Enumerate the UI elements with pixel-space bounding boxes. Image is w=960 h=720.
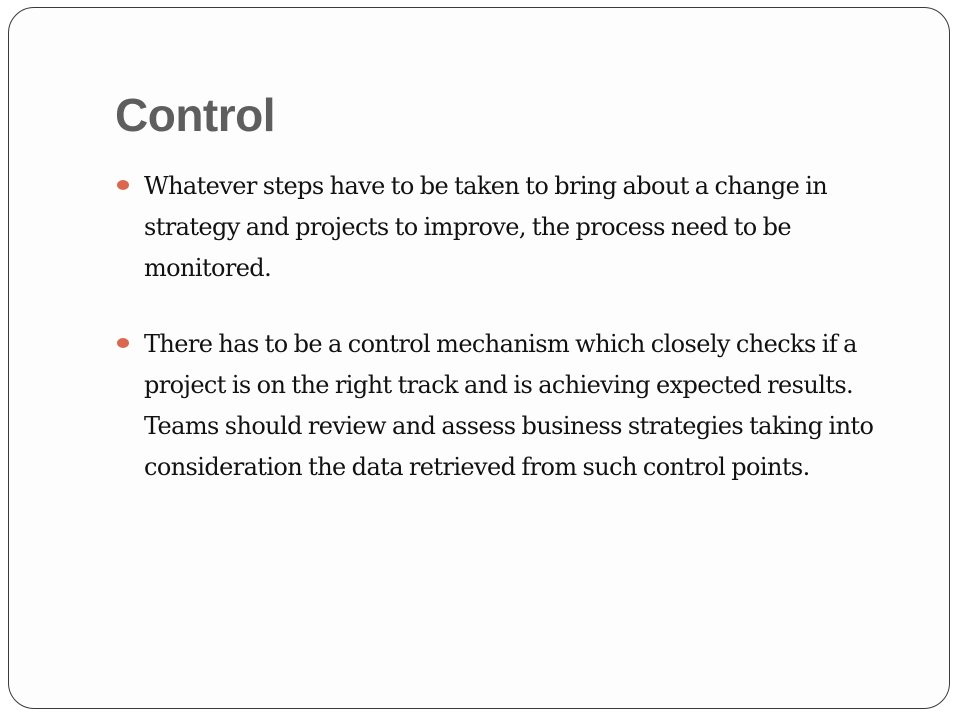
bullet-dot-icon: [117, 338, 129, 348]
bullet-item: [117, 324, 917, 488]
slide-title: Control: [115, 89, 276, 141]
bullet-dot-icon: [117, 180, 129, 190]
bullet-item: [117, 166, 917, 289]
slide-frame: [8, 7, 950, 709]
bullet-text: There has to be a control mechanism which closely checks if a project is on the right track and is achieving expected results. Teams should review and assess business strategies taking into consideration the data retrieved from such control points.: [144, 330, 874, 481]
bullet-list: [117, 166, 917, 488]
bullet-text: Whatever steps have to be taken to bring about a change in strategy and projects to improve, the process need to be monitored.: [144, 172, 828, 282]
